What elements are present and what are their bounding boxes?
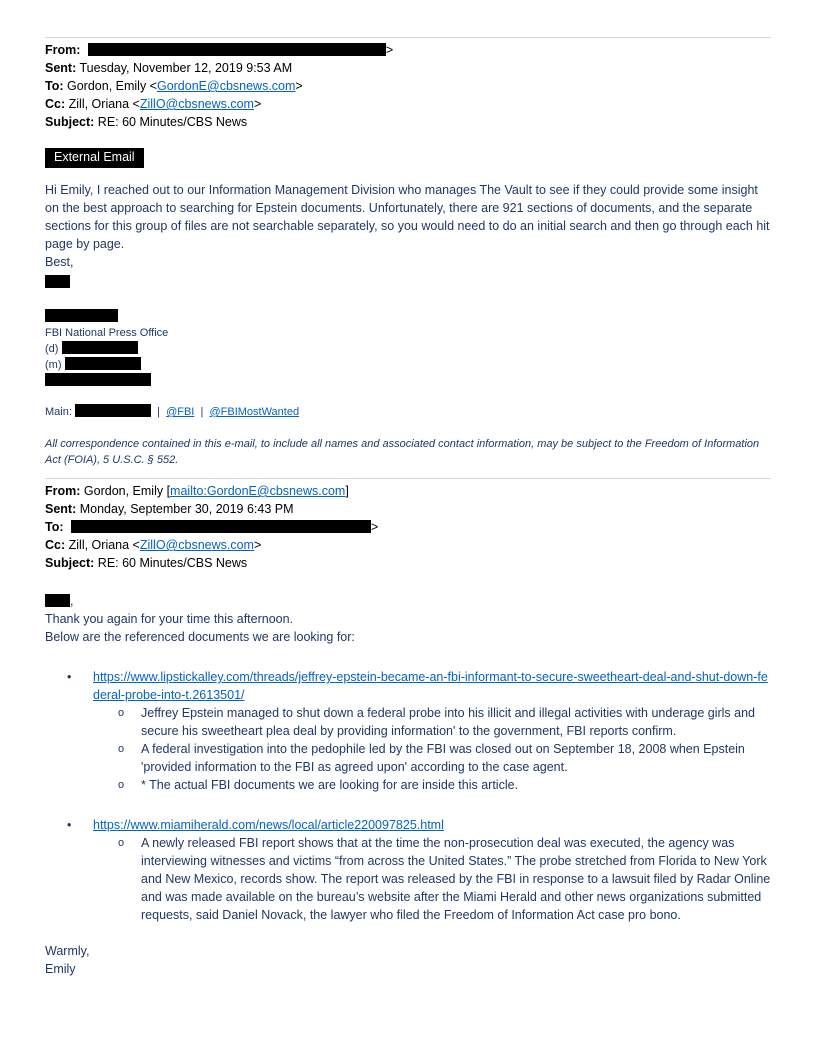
cc-email-link[interactable]: ZillO@cbsnews.com: [139, 538, 254, 552]
subject-label: Subject:: [45, 556, 95, 570]
redacted-sender-name: [45, 275, 771, 289]
from-mailto-link[interactable]: mailto:GordonE@cbsnews.com: [170, 484, 346, 498]
separator: |: [157, 406, 160, 418]
miamiherald-link[interactable]: • https://www.miamiherald.com/news/local/article220097825.html: [93, 818, 444, 832]
cc-email-link[interactable]: ZillO@cbsnews.com: [139, 97, 254, 111]
redacted-block: [62, 341, 138, 354]
email2-to-row: [45, 518, 771, 536]
signature-block: [45, 309, 771, 420]
sent-value: Monday, September 30, 2019 6:43 PM: [79, 502, 294, 516]
from-label: From:: [45, 43, 81, 57]
sig-mobile-row: [45, 357, 771, 373]
email1-body: [45, 181, 771, 271]
subject-value: RE: 60 Minutes/CBS News: [97, 115, 248, 129]
cc-tail: >: [253, 97, 262, 111]
sent-label: Sent:: [45, 61, 77, 75]
email2-subject-row: [45, 554, 771, 572]
redacted-block: [45, 373, 151, 386]
redacted-block: [45, 594, 70, 607]
email2-signoff: [45, 942, 771, 978]
cc-name: Zill, Oriana <: [68, 97, 140, 111]
from-tail: >: [385, 43, 394, 57]
email1-sent-row: [45, 59, 771, 77]
redacted-block: [45, 309, 118, 322]
sub-list-item: o Jeffrey Epstein managed to shut down a federal probe into his illicit and illegal activities with underage girls and secure his sweetheart plea deal by providing information' to the government, FBI reports confirm.: [45, 704, 771, 740]
sig-email-row: [45, 373, 771, 389]
email1-subject-row: [45, 113, 771, 131]
sub-list-item: o A federal investigation into the pedophile led by the FBI was closed out on September 18, 2008 when Epstein 'provided information to the FBI as agreed upon' according to the case agent.: [45, 740, 771, 776]
sub-list: [93, 704, 771, 794]
lipstickalley-link[interactable]: • https://www.lipstickalley.com/threads/jeffrey-epstein-became-an-fbi-informant-to-secure-sweetheart-deal-and-shut-down-federal-probe-into-t.2613501/: [93, 670, 768, 702]
greeting-row: [45, 592, 771, 610]
cc-label: Cc:: [45, 538, 66, 552]
email2-from-row: [45, 482, 771, 500]
redacted-sig-name: [45, 309, 771, 325]
sig-main-row: [45, 404, 771, 420]
list-item: [45, 668, 771, 794]
from-label: From:: [45, 484, 81, 498]
cc-tail: >: [253, 538, 262, 552]
fbimostwanted-handle-link[interactable]: @FBIMostWanted: [209, 406, 300, 418]
top-divider: [45, 37, 771, 38]
fbi-handle-link[interactable]: @FBI: [166, 406, 195, 418]
subject-value: RE: 60 Minutes/CBS News: [97, 556, 248, 570]
sig-direct-row: [45, 341, 771, 357]
to-tail: >: [371, 520, 379, 534]
main-label: Main:: [45, 406, 72, 418]
separator: |: [200, 406, 204, 418]
from-tail: ]: [345, 484, 349, 498]
email1-from-row: [45, 41, 771, 59]
to-tail: >: [295, 79, 303, 93]
reference-list: [45, 668, 771, 924]
to-email-link[interactable]: GordonE@cbsnews.com: [156, 79, 296, 93]
email1-body-text: Hi Emily, I reached out to our Information Management Division who manages The Vault to see if they could provide some insight on the best approach to searching for Epstein documents. Unfortunately, there are 921 sections of documents, and the separate sections for this group of files are not searchable separately, so you would need to do an initial search and then go through each hit page by page.: [45, 183, 770, 251]
sig-d-label: (d): [45, 343, 59, 355]
email2-body: [45, 592, 771, 646]
signer-name: Emily: [45, 962, 76, 976]
email-document: [45, 37, 771, 978]
subject-label: Subject:: [45, 115, 95, 129]
email-divider: [45, 478, 771, 479]
email2-line2: Below are the referenced documents we are looking for:: [45, 630, 355, 644]
sub-list-item: o * The actual FBI documents we are looking for are inside this article.: [45, 776, 771, 794]
email1-to-row: [45, 77, 771, 95]
from-name: Gordon, Emily [: [83, 484, 171, 498]
redacted-block: [71, 520, 371, 533]
to-name: Gordon, Emily <: [67, 79, 157, 93]
to-label: To:: [45, 520, 64, 534]
foia-notice: All correspondence contained in this e-mail, to include all names and associated contact information, may be subject to the Freedom of Information Act (FOIA), 5 U.S.C. § 552.: [45, 438, 760, 466]
email1-closing: Best,: [45, 255, 74, 269]
sig-m-label: (m): [45, 359, 62, 371]
redacted-block: [88, 43, 386, 56]
cc-name: Zill, Oriana <: [68, 538, 140, 552]
sent-label: Sent:: [45, 502, 77, 516]
sub-list-item: o A newly released FBI report shows that at the time the non-prosecution deal was executed, the agency was interviewing witnesses and victims “from across the United States.” The probe stretched from Florida to New York and New Mexico, records show. The report was released by the FBI in response to a lawsuit filed by Radar Online and was made available on the bureau’s website after the Miami Herald and other news organizations submitted requests, said Daniel Novack, the lawyer who filed the Freedom of Information Act case pro bono.: [45, 834, 771, 924]
redacted-block: [75, 404, 151, 417]
email2-sent-row: [45, 500, 771, 518]
redacted-block: [65, 357, 141, 370]
list-item: [45, 816, 771, 924]
email2-line1: Thank you again for your time this afternoon.: [45, 612, 294, 626]
email2-header: [45, 482, 771, 572]
cc-label: Cc:: [45, 97, 66, 111]
signoff-text: Warmly,: [45, 944, 90, 958]
email2-cc-row: [45, 536, 771, 554]
email1-cc-row: [45, 95, 771, 113]
sent-value: Tuesday, November 12, 2019 9:53 AM: [79, 61, 293, 75]
external-email-badge: External Email: [45, 148, 144, 168]
to-label: To:: [45, 79, 64, 93]
redacted-block: [45, 275, 70, 288]
greeting-tail: ,: [70, 594, 74, 608]
sig-office: FBI National Press Office: [45, 327, 169, 339]
email1-header: [45, 41, 771, 131]
sub-list: [93, 834, 771, 924]
